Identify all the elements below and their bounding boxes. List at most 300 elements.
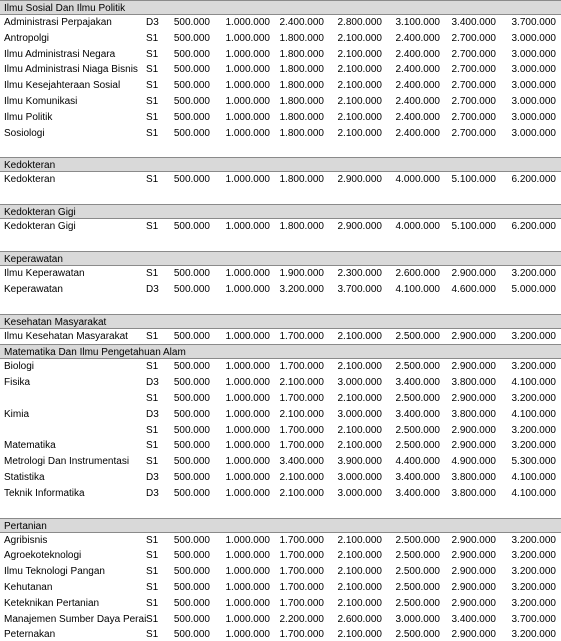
fee-value-cell: 1.700.000: [279, 330, 324, 342]
program-name-cell: Ilmu Teknologi Pangan: [4, 566, 105, 578]
fee-value-cell: 1.000.000: [225, 174, 270, 186]
fee-value-cell: 1.700.000: [279, 424, 324, 436]
fee-value-cell: 2.100.000: [337, 440, 382, 452]
fee-value-cell: 2.100.000: [337, 127, 382, 139]
degree-level-cell: D3: [146, 17, 159, 28]
fee-value-cell: 1.700.000: [279, 392, 324, 404]
fee-value-cell: 2.700.000: [451, 127, 496, 139]
fee-value-cell: 2.500.000: [395, 424, 440, 436]
fee-value-cell: 500.000: [173, 456, 210, 468]
fee-value-cell: 4.100.000: [511, 377, 556, 389]
fee-value-cell: 3.000.000: [337, 487, 382, 499]
fee-value-cell: 1.700.000: [279, 629, 324, 641]
degree-level-cell: S1: [146, 534, 159, 546]
fee-value-cell: 500.000: [173, 283, 210, 295]
fee-value-cell: 2.900.000: [451, 424, 496, 436]
fee-value-cell: 1.800.000: [279, 48, 324, 60]
fee-value-cell: 500.000: [173, 408, 210, 420]
fee-value-cell: 2.100.000: [337, 80, 382, 92]
fee-value-cell: 500.000: [173, 613, 210, 625]
table-row: [0, 62, 561, 78]
program-name-cell: Administrasi Perpajakan: [4, 17, 112, 28]
fee-value-cell: 1.000.000: [225, 64, 270, 76]
fee-value-cell: 3.700.000: [511, 17, 556, 28]
degree-level-cell: S1: [146, 392, 159, 404]
degree-level-cell: S1: [146, 597, 159, 609]
fee-value-cell: 1.000.000: [225, 267, 270, 279]
fee-value-cell: 2.100.000: [337, 330, 382, 342]
fee-value-cell: 1.000.000: [225, 440, 270, 452]
fee-value-cell: 500.000: [173, 267, 210, 279]
fee-value-cell: 5.100.000: [451, 174, 496, 186]
fee-value-cell: 2.500.000: [395, 566, 440, 578]
fee-value-cell: 5.300.000: [511, 456, 556, 468]
degree-level-cell: S1: [146, 361, 159, 373]
fee-value-cell: 1.000.000: [225, 534, 270, 546]
fee-value-cell: 1.000.000: [225, 80, 270, 92]
table-row: [0, 15, 561, 31]
fee-value-cell: 3.000.000: [511, 80, 556, 92]
fee-value-cell: 1.000.000: [225, 127, 270, 139]
fee-value-cell: 1.000.000: [225, 613, 270, 625]
degree-level-cell: S1: [146, 613, 159, 625]
section-header: Matematika Dan Ilmu Pengetahuan Alam: [0, 344, 561, 359]
degree-level-cell: S1: [146, 424, 159, 436]
degree-level-cell: S1: [146, 440, 159, 452]
fee-value-cell: 2.900.000: [337, 221, 382, 233]
table-row: [0, 486, 561, 502]
fee-value-cell: 2.900.000: [451, 550, 496, 562]
fee-value-cell: 2.100.000: [337, 48, 382, 60]
fee-value-cell: 1.700.000: [279, 440, 324, 452]
fee-value-cell: 1.000.000: [225, 629, 270, 641]
degree-level-cell: S1: [146, 330, 159, 342]
fee-value-cell: 3.200.000: [511, 361, 556, 373]
fee-value-cell: 3.200.000: [511, 392, 556, 404]
fee-value-cell: 2.300.000: [337, 267, 382, 279]
section-header: Kesehatan Masyarakat: [0, 314, 561, 329]
fee-value-cell: 2.900.000: [337, 174, 382, 186]
table-row: [0, 580, 561, 596]
fee-value-cell: 2.600.000: [395, 267, 440, 279]
fee-value-cell: 3.000.000: [511, 32, 556, 44]
fee-value-cell: 2.900.000: [451, 392, 496, 404]
fee-value-cell: 1.000.000: [225, 566, 270, 578]
fee-value-cell: 500.000: [173, 111, 210, 123]
fee-value-cell: 2.100.000: [337, 111, 382, 123]
program-name-cell: Ilmu Administrasi Niaga Bisnis: [4, 64, 138, 76]
program-name-cell: Ilmu Politik: [4, 111, 53, 123]
fee-value-cell: 1.800.000: [279, 80, 324, 92]
table-row: [0, 47, 561, 63]
fee-value-cell: 500.000: [173, 440, 210, 452]
fee-value-cell: 1.000.000: [225, 283, 270, 295]
program-name-cell: Keperawatan: [4, 283, 63, 295]
table-row: [0, 78, 561, 94]
table-row: [0, 31, 561, 47]
fee-value-cell: 1.000.000: [225, 95, 270, 107]
fee-value-cell: 2.900.000: [451, 597, 496, 609]
fee-value-cell: 1.000.000: [225, 48, 270, 60]
fee-value-cell: 500.000: [173, 221, 210, 233]
fee-value-cell: 500.000: [173, 534, 210, 546]
fee-value-cell: 3.200.000: [511, 597, 556, 609]
fee-value-cell: 2.700.000: [451, 32, 496, 44]
table-row: [0, 126, 561, 142]
fee-value-cell: 4.100.000: [511, 408, 556, 420]
fee-value-cell: 2.100.000: [337, 95, 382, 107]
fee-value-cell: 3.200.000: [511, 581, 556, 593]
degree-level-cell: S1: [146, 550, 159, 562]
program-name-cell: Manajemen Sumber Daya Perai: [4, 613, 146, 625]
fee-value-cell: 500.000: [173, 597, 210, 609]
program-name-cell: Teknik Informatika: [4, 487, 85, 499]
fee-value-cell: 3.800.000: [451, 377, 496, 389]
section-kesehatan-masyarakat: [0, 314, 561, 345]
fee-value-cell: 2.100.000: [279, 487, 324, 499]
fee-value-cell: 4.400.000: [395, 456, 440, 468]
section-header: Keperawatan: [0, 251, 561, 266]
table-row: [0, 282, 561, 298]
fee-value-cell: 500.000: [173, 550, 210, 562]
fee-value-cell: 2.600.000: [337, 613, 382, 625]
fee-value-cell: 4.600.000: [451, 283, 496, 295]
fee-value-cell: 1.700.000: [279, 566, 324, 578]
fee-value-cell: 1.000.000: [225, 32, 270, 44]
fee-value-cell: 1.000.000: [225, 487, 270, 499]
fee-value-cell: 3.200.000: [511, 330, 556, 342]
fee-value-cell: 1.000.000: [225, 456, 270, 468]
program-name-cell: Matematika: [4, 440, 56, 452]
fee-value-cell: 3.400.000: [395, 471, 440, 483]
section-header: Ilmu Sosial Dan Ilmu Politik: [0, 0, 561, 15]
fee-value-cell: 5.100.000: [451, 221, 496, 233]
fee-value-cell: 2.100.000: [337, 597, 382, 609]
fee-value-cell: 3.000.000: [337, 471, 382, 483]
degree-level-cell: S1: [146, 174, 159, 186]
degree-level-cell: S1: [146, 64, 159, 76]
fee-value-cell: 2.700.000: [451, 95, 496, 107]
fee-value-cell: 2.200.000: [279, 613, 324, 625]
fee-value-cell: 2.100.000: [337, 361, 382, 373]
table-row: [0, 110, 561, 126]
program-name-cell: Ilmu Administrasi Negara: [4, 48, 116, 60]
fee-value-cell: 500.000: [173, 377, 210, 389]
program-name-cell: Agribisnis: [4, 534, 48, 546]
fee-value-cell: 2.100.000: [337, 629, 382, 641]
fee-value-cell: 2.900.000: [451, 566, 496, 578]
fee-value-cell: 2.700.000: [451, 111, 496, 123]
fee-value-cell: 3.200.000: [511, 566, 556, 578]
table-row: [0, 596, 561, 612]
program-name-cell: Ilmu Kesehatan Masyarakat: [4, 330, 128, 342]
fee-value-cell: 500.000: [173, 424, 210, 436]
table-row: [0, 423, 561, 439]
fee-value-cell: 500.000: [173, 487, 210, 499]
fee-value-cell: 3.000.000: [337, 377, 382, 389]
table-row: [0, 375, 561, 391]
table-row: [0, 564, 561, 580]
fee-value-cell: 3.000.000: [511, 95, 556, 107]
fee-value-cell: 3.000.000: [395, 613, 440, 625]
section-pertanian: [0, 518, 561, 641]
degree-level-cell: D3: [146, 283, 159, 295]
fee-value-cell: 2.700.000: [451, 48, 496, 60]
fee-value-cell: 500.000: [173, 80, 210, 92]
program-name-cell: Antropolgi: [4, 32, 50, 44]
table-row: [0, 533, 561, 549]
fee-value-cell: 2.100.000: [279, 377, 324, 389]
fee-value-cell: 1.700.000: [279, 581, 324, 593]
fee-value-cell: 2.700.000: [451, 80, 496, 92]
degree-level-cell: S1: [146, 48, 159, 60]
fee-value-cell: 3.400.000: [451, 613, 496, 625]
program-name-cell: Kedokteran: [4, 174, 56, 186]
fee-value-cell: 3.800.000: [451, 487, 496, 499]
fee-value-cell: 6.200.000: [511, 174, 556, 186]
degree-level-cell: S1: [146, 629, 159, 641]
fee-value-cell: 1.900.000: [279, 267, 324, 279]
degree-level-cell: S1: [146, 267, 159, 279]
fee-value-cell: 1.000.000: [225, 377, 270, 389]
fee-value-cell: 2.400.000: [279, 17, 324, 28]
fee-value-cell: 4.100.000: [511, 471, 556, 483]
fee-value-cell: 2.400.000: [395, 80, 440, 92]
fee-value-cell: 3.800.000: [451, 471, 496, 483]
program-name-cell: Kedokteran Gigi: [4, 221, 76, 233]
fee-value-cell: 2.900.000: [451, 581, 496, 593]
fee-value-cell: 1.000.000: [225, 361, 270, 373]
fee-value-cell: 1.000.000: [225, 111, 270, 123]
table-row: [0, 612, 561, 628]
fee-value-cell: 1.700.000: [279, 534, 324, 546]
fee-value-cell: 2.100.000: [337, 392, 382, 404]
fee-value-cell: 3.200.000: [511, 550, 556, 562]
section-spacer: [0, 235, 561, 251]
fee-value-cell: 1.000.000: [225, 392, 270, 404]
fee-value-cell: 500.000: [173, 392, 210, 404]
fee-value-cell: 500.000: [173, 471, 210, 483]
degree-level-cell: D3: [146, 408, 159, 420]
fee-value-cell: 2.500.000: [395, 550, 440, 562]
table-row: [0, 94, 561, 110]
fee-value-cell: 2.500.000: [395, 440, 440, 452]
fee-value-cell: 2.900.000: [451, 534, 496, 546]
fee-value-cell: 2.100.000: [337, 424, 382, 436]
fee-value-cell: 4.100.000: [511, 487, 556, 499]
program-name-cell: Kehutanan: [4, 581, 53, 593]
table-row: [0, 329, 561, 345]
section-header: Kedokteran Gigi: [0, 204, 561, 219]
degree-level-cell: D3: [146, 377, 159, 389]
fee-value-cell: 1.700.000: [279, 361, 324, 373]
fee-value-cell: 3.700.000: [511, 613, 556, 625]
fee-value-cell: 1.000.000: [225, 597, 270, 609]
fee-value-cell: 3.200.000: [279, 283, 324, 295]
fee-value-cell: 500.000: [173, 17, 210, 28]
fee-value-cell: 3.400.000: [395, 408, 440, 420]
program-name-cell: Ilmu Kesejahteraan Sosial: [4, 80, 121, 92]
fee-value-cell: 3.200.000: [511, 534, 556, 546]
program-name-cell: Peternakan: [4, 629, 56, 641]
fee-value-cell: 500.000: [173, 361, 210, 373]
fee-value-cell: 1.800.000: [279, 64, 324, 76]
fee-value-cell: 3.000.000: [511, 111, 556, 123]
fee-value-cell: 2.100.000: [337, 581, 382, 593]
table-row: [0, 438, 561, 454]
fee-value-cell: 1.000.000: [225, 17, 270, 28]
fee-value-cell: 500.000: [173, 32, 210, 44]
fee-value-cell: 500.000: [173, 330, 210, 342]
fee-value-cell: 3.200.000: [511, 424, 556, 436]
fee-value-cell: 1.800.000: [279, 32, 324, 44]
table-row: [0, 627, 561, 641]
fee-value-cell: 3.200.000: [511, 267, 556, 279]
fee-value-cell: 2.900.000: [451, 330, 496, 342]
fee-value-cell: 2.500.000: [395, 330, 440, 342]
fee-value-cell: 3.200.000: [511, 440, 556, 452]
fee-value-cell: 2.400.000: [395, 48, 440, 60]
program-name-cell: Kimia: [4, 408, 30, 420]
fee-value-cell: 2.500.000: [395, 534, 440, 546]
program-name-cell: Ilmu Komunikasi: [4, 95, 78, 107]
fee-value-cell: 1.800.000: [279, 127, 324, 139]
program-name-cell: Keteknikan Pertanian: [4, 597, 100, 609]
degree-level-cell: S1: [146, 581, 159, 593]
table-row: [0, 407, 561, 423]
fee-value-cell: 3.400.000: [279, 456, 324, 468]
fee-value-cell: 1.800.000: [279, 111, 324, 123]
degree-level-cell: S1: [146, 111, 159, 123]
degree-level-cell: S1: [146, 221, 159, 233]
fee-value-cell: 2.400.000: [395, 32, 440, 44]
program-name-cell: Biologi: [4, 361, 35, 373]
fee-value-cell: 3.400.000: [395, 377, 440, 389]
program-name-cell: Fisika: [4, 377, 31, 389]
program-name-cell: Sosiologi: [4, 127, 45, 139]
fee-value-cell: 2.100.000: [337, 566, 382, 578]
section-kedokteran-gigi: [0, 204, 561, 251]
fee-value-cell: 1.800.000: [279, 174, 324, 186]
fee-value-cell: 1.000.000: [225, 581, 270, 593]
fee-value-cell: 3.000.000: [337, 408, 382, 420]
fee-value-cell: 500.000: [173, 629, 210, 641]
fee-value-cell: 2.900.000: [451, 267, 496, 279]
fee-value-cell: 2.100.000: [337, 32, 382, 44]
fee-value-cell: 500.000: [173, 127, 210, 139]
program-name-cell: Agroekoteknologi: [4, 550, 82, 562]
table-row: [0, 470, 561, 486]
section-header: Kedokteran: [0, 157, 561, 172]
degree-level-cell: D3: [146, 487, 159, 499]
fee-value-cell: 4.000.000: [395, 221, 440, 233]
fee-value-cell: 2.500.000: [395, 597, 440, 609]
fee-value-cell: 4.000.000: [395, 174, 440, 186]
table-row: [0, 391, 561, 407]
fee-value-cell: 500.000: [173, 48, 210, 60]
fee-value-cell: 2.900.000: [451, 629, 496, 641]
fee-value-cell: 1.000.000: [225, 221, 270, 233]
table-row: [0, 172, 561, 188]
fee-value-cell: 2.500.000: [395, 392, 440, 404]
table-row: [0, 266, 561, 282]
table-row: [0, 548, 561, 564]
degree-level-cell: S1: [146, 95, 159, 107]
fee-value-cell: 1.000.000: [225, 330, 270, 342]
fee-value-cell: 2.400.000: [395, 127, 440, 139]
fee-value-cell: 3.700.000: [337, 283, 382, 295]
fee-value-cell: 3.000.000: [511, 48, 556, 60]
degree-level-cell: S1: [146, 127, 159, 139]
fee-value-cell: 2.800.000: [337, 17, 382, 28]
fee-value-cell: 1.700.000: [279, 550, 324, 562]
degree-level-cell: D3: [146, 471, 159, 483]
fee-value-cell: 3.400.000: [451, 17, 496, 28]
fee-value-cell: 5.000.000: [511, 283, 556, 295]
fee-value-cell: 2.100.000: [279, 471, 324, 483]
fee-value-cell: 4.900.000: [451, 456, 496, 468]
fee-value-cell: 2.900.000: [451, 440, 496, 452]
fee-value-cell: 2.100.000: [337, 550, 382, 562]
fee-value-cell: 2.100.000: [337, 64, 382, 76]
fee-value-cell: 2.500.000: [395, 629, 440, 641]
fee-value-cell: 2.500.000: [395, 361, 440, 373]
fee-value-cell: 500.000: [173, 566, 210, 578]
fee-value-cell: 3.000.000: [511, 64, 556, 76]
table-row: [0, 359, 561, 375]
fee-value-cell: 2.400.000: [395, 111, 440, 123]
fee-value-cell: 1.800.000: [279, 221, 324, 233]
section-spacer: [0, 188, 561, 204]
fee-value-cell: 3.400.000: [395, 487, 440, 499]
fee-value-cell: 1.000.000: [225, 471, 270, 483]
section-kedokteran: [0, 157, 561, 204]
fee-value-cell: 1.000.000: [225, 408, 270, 420]
section-matematika-dan-ilmu-pengetahuan-alam: [0, 344, 561, 517]
fee-value-cell: 4.100.000: [395, 283, 440, 295]
fee-value-cell: 2.400.000: [395, 95, 440, 107]
table-row: [0, 454, 561, 470]
fee-value-cell: 2.100.000: [279, 408, 324, 420]
fee-value-cell: 3.800.000: [451, 408, 496, 420]
section-spacer: [0, 298, 561, 314]
fee-value-cell: 2.700.000: [451, 64, 496, 76]
degree-level-cell: S1: [146, 566, 159, 578]
degree-level-cell: S1: [146, 80, 159, 92]
fee-value-cell: 1.000.000: [225, 424, 270, 436]
fee-value-cell: 500.000: [173, 95, 210, 107]
section-ilmu-sosial-dan-ilmu-politik: [0, 0, 561, 157]
fee-value-cell: 2.500.000: [395, 581, 440, 593]
table-row: [0, 219, 561, 235]
fee-value-cell: 6.200.000: [511, 221, 556, 233]
section-spacer: [0, 502, 561, 518]
fee-value-cell: 500.000: [173, 581, 210, 593]
degree-level-cell: S1: [146, 32, 159, 44]
fee-value-cell: 1.800.000: [279, 95, 324, 107]
fee-value-cell: 3.900.000: [337, 456, 382, 468]
fee-value-cell: 3.200.000: [511, 629, 556, 641]
fee-value-cell: 2.100.000: [337, 534, 382, 546]
fee-value-cell: 500.000: [173, 174, 210, 186]
program-name-cell: Statistika: [4, 471, 45, 483]
fee-value-cell: 2.400.000: [395, 64, 440, 76]
fee-value-cell: 3.100.000: [395, 17, 440, 28]
fee-value-cell: 1.700.000: [279, 597, 324, 609]
section-header: Pertanian: [0, 518, 561, 533]
section-keperawatan: [0, 251, 561, 314]
fee-value-cell: 500.000: [173, 64, 210, 76]
